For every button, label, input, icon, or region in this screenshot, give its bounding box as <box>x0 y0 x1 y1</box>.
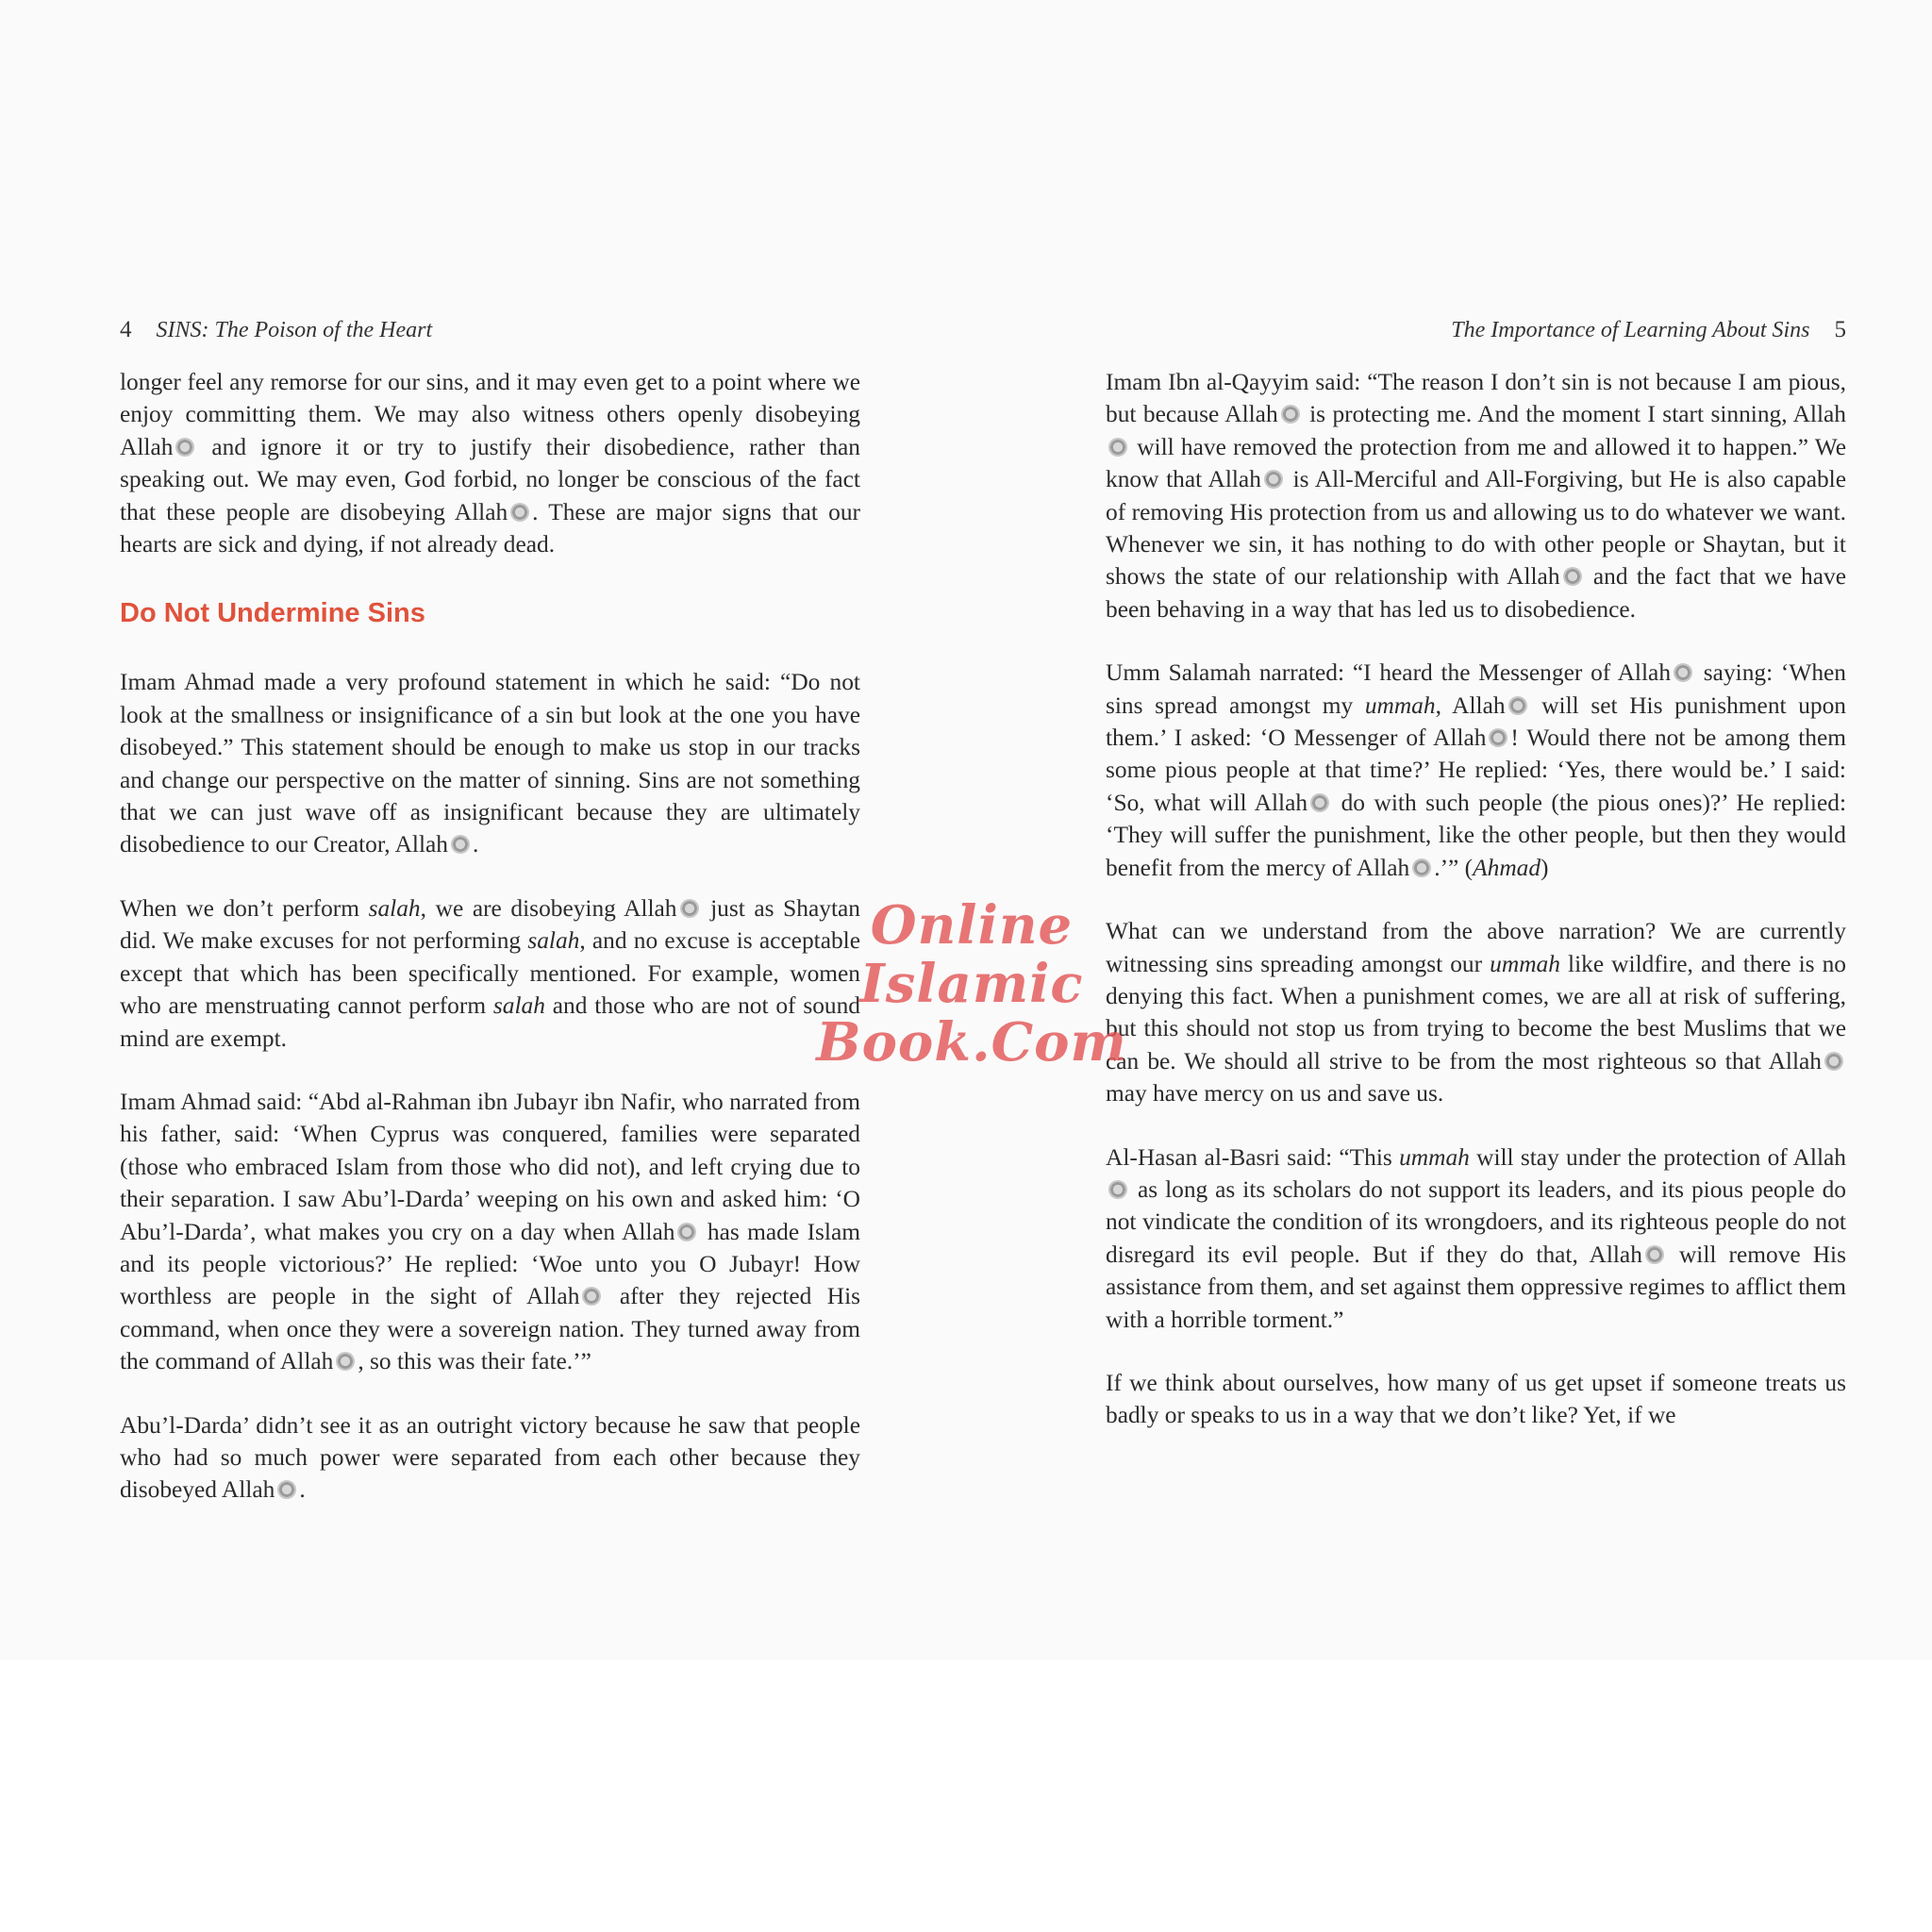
right-running-title: The Importance of Learning About Sins <box>1451 318 1810 342</box>
honorific-icon <box>175 438 194 457</box>
watermark-line-2: Book.Com <box>816 1011 1127 1074</box>
paragraph: Imam Ibn al-Qayyim said: “The reason I don’t sin is not because I am pious, but because Allah is protecting me. And the moment I start sinning, Allah will have removed the protection from me and allowed it to happen.” We know that Allah is All-Merciful and All-Forgiving, but He is also capable of removing His protection from us and allowing us to do whatever we want. Whenever we sin, it has nothing to do with other people or Shaytan, but it shows the state of our relationship with Allah and the fact that we have been behaving in a way that has led us to disobedience. <box>1106 369 1846 623</box>
paragraph: Imam Ahmad said: “Abd al-Rahman ibn Jubayr ibn Nafir, who narrated from his father, said: ‘When Cyprus was conquered, families were separated (those who embraced Islam from those who did not), and left crying due to their separation. I saw Abu’l-Darda’ weeping on his own and asked him: ‘O Abu’l-Darda’, what makes you cry on a day when Allah has made Islam and its people victorious?’ He replied: ‘Woe unto you O Jubayr! How worthless are people in the sight of Allah after they rejected His command, when once they were a sovereign nation. They turned away from the command of Allah , so this was their fate.’” <box>120 1088 860 1375</box>
honorific-icon <box>277 1480 296 1499</box>
watermark-line-1: Online Islamic <box>859 894 1084 1015</box>
honorific-icon <box>1508 696 1527 715</box>
left-page-number: 4 <box>120 317 132 342</box>
honorific-icon <box>680 899 699 918</box>
honorific-icon <box>1108 438 1127 457</box>
right-running-head <box>1106 311 1846 349</box>
honorific-icon <box>1563 567 1582 586</box>
honorific-icon <box>510 503 529 522</box>
paragraph: When we don’t perform salah, we are disobeying Allah just as Shaytan did. We make excuses for not performing salah, and no excuse is acceptable except that which has been specifically mentioned. For example, women who are menstruating cannot perform salah and those who are not of sound mind are exempt. <box>120 894 860 1052</box>
honorific-icon <box>336 1352 355 1371</box>
paragraph: Abu’l-Darda’ didn’t see it as an outright victory because he saw that people who had so much power were separated from each other because they disobeyed Allah . <box>120 1411 860 1504</box>
honorific-icon <box>1412 858 1431 877</box>
paragraph: If we think about ourselves, how many of us get upset if someone treats us badly or speaks to us in a way that we don’t like? Yet, if we <box>1106 1369 1846 1429</box>
paragraph: Al-Hasan al-Basri said: “This ummah will stay under the protection of Allah as long as its scholars do not support its leaders, and its pious people do not vindicate the condition of its wrongdoers, and its righteous people do not disregard its evil people. But if they do that, Allah will remove His assistance from them, and set against them oppressive regimes to afflict them with a horrible torment.” <box>1106 1143 1847 1333</box>
paragraph: longer feel any remorse for our sins, and it may even get to a point where we enjoy committing them. We may also witness others openly disobeying Allah and ignore it or try to justify their disobedience, rather than speaking out. We may even, God forbid, no longer be conscious of the fact that these people are disobeying Allah . These are major signs that our hearts are sick and dying, if not already dead. <box>120 369 860 558</box>
honorific-icon <box>1489 728 1507 747</box>
honorific-icon <box>1108 1180 1127 1199</box>
right-page <box>1106 311 1846 1463</box>
honorific-icon <box>677 1223 696 1241</box>
left-body-text <box>120 366 860 1507</box>
honorific-icon <box>1310 793 1329 812</box>
paragraph: Umm Salamah narrated: “I heard the Messenger of Allah saying: ‘When sins spread amongst my ummah, Allah will set His punishment upon them.’ I asked: ‘O Messenger of Allah ! Would there not be among them some pious people at that time?’ He replied: ‘Yes, there would be.’ I said: ‘So, what will Allah do with such people (the pious ones)?’ He replied: ‘They will suffer the punishment, like the other people, but then they would benefit from the mercy of Allah .’” (Ahmad) <box>1106 659 1847 881</box>
right-body-text <box>1106 366 1846 1432</box>
right-page-number: 5 <box>1834 317 1846 342</box>
left-running-title: SINS: The Poison of the Heart <box>156 318 433 342</box>
honorific-icon <box>451 835 470 854</box>
left-page <box>120 311 860 1538</box>
paragraph: Imam Ahmad made a very profound statement in which he said: “Do not look at the smallness or insignificance of a sin but look at the one you have disobeyed.” This statement should be enough to make us stop in our tracks and change our perspective on the matter of sinning. Sins are not something that we can just wave off as insignificant because they are ultimately disobedience to our Creator, Allah . <box>120 669 860 858</box>
honorific-icon <box>1264 470 1283 489</box>
left-running-head <box>120 311 860 349</box>
honorific-icon <box>1824 1052 1843 1071</box>
honorific-icon <box>1281 405 1300 424</box>
honorific-icon <box>1674 663 1692 682</box>
honorific-icon <box>582 1287 601 1306</box>
honorific-icon <box>1645 1245 1664 1264</box>
section-heading: Do Not Undermine Sins <box>120 598 425 629</box>
paragraph: What can we understand from the above narration? We are currently witnessing sins spreading amongst our ummah like wildfire, and there is no denying this fact. When a punishment comes, we are all at risk of suffering, but this should not stop us from trying to become the best Muslims that we can be. We should all strive to be from the most righteous so that Allah may have mercy on us and save us. <box>1106 918 1846 1108</box>
